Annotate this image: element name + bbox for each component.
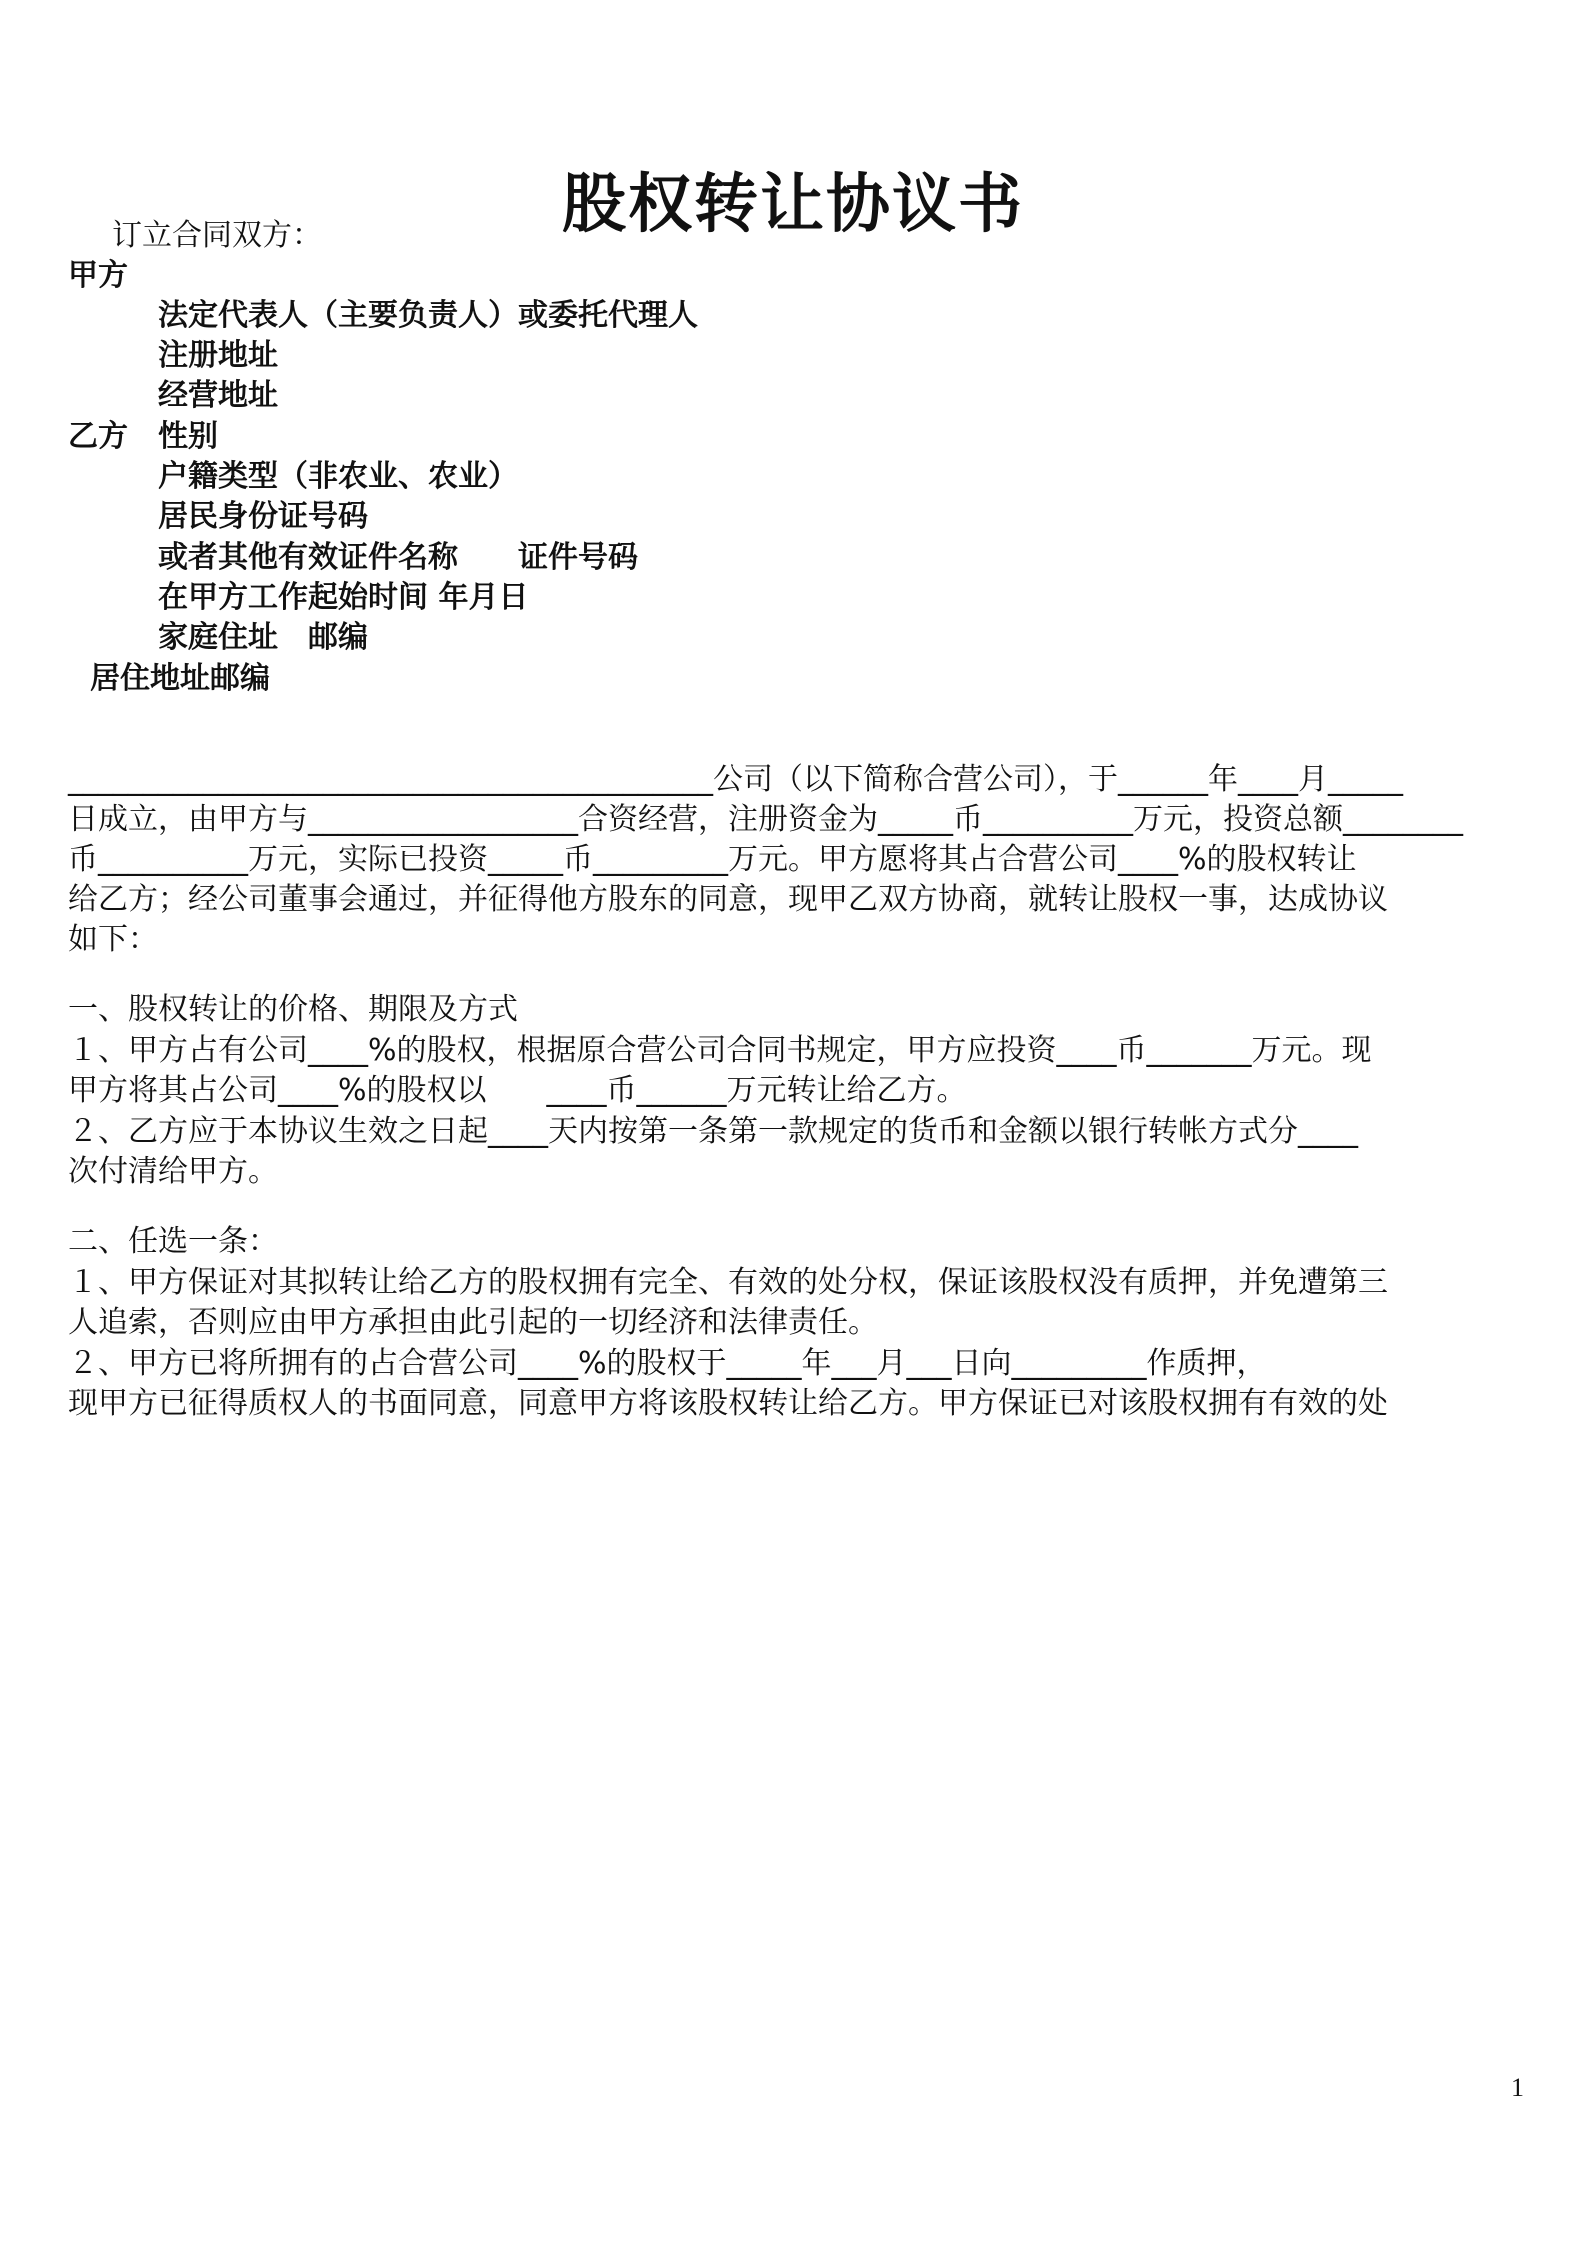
party-a-business-address: 经营地址 [158, 378, 278, 413]
party-b-other-certificate: 或者其他有效证件名称 证件号码 [158, 540, 638, 575]
party-b-start-date: 在甲方工作起始时间 年月日 [158, 580, 529, 615]
section-2-heading: 二、任选一条： [68, 1224, 278, 1259]
party-b-residence-address: 居住地址邮编 [90, 661, 270, 696]
intro-line: 如下： [68, 922, 158, 957]
intro-line: 币__________万元，实际已投资_____币_________万元。甲方愿将其占合营公司____%的股权转让 [68, 842, 1357, 877]
intro-line: ___________________________________________公司（以下简称合营公司），于______年____月_____ [68, 762, 1403, 797]
section-2-line: 现甲方已征得质权人的书面同意，同意甲方将该股权转让给乙方。甲方保证已对该股权拥有有效的处 [68, 1386, 1388, 1421]
party-a-representative: 法定代表人（主要负责人）或委托代理人 [158, 298, 698, 333]
section-1-line: ２、乙方应于本协议生效之日起____天内按第一条第一款规定的货币和金额以银行转帐方式分____ [68, 1114, 1358, 1149]
party-b-home-address: 家庭住址 邮编 [158, 620, 368, 655]
section-2-line: 人追索，否则应由甲方承担由此引起的一切经济和法律责任。 [68, 1305, 878, 1340]
section-1-line: 次付清给甲方。 [68, 1154, 278, 1189]
party-b-id-number: 居民身份证号码 [158, 499, 368, 534]
section-2-line: ２、甲方已将所拥有的占合营公司____%的股权于_____年___月___日向_________作质押， [68, 1346, 1267, 1381]
document-title: 股权转让协议书 [562, 168, 1024, 242]
party-b-household-type: 户籍类型（非农业、农业） [158, 459, 518, 494]
party-b-label: 乙方 性别 [68, 419, 218, 454]
party-a-registered-address: 注册地址 [158, 338, 278, 373]
parties-heading: 订立合同双方： [112, 218, 322, 253]
section-1-heading: 一、股权转让的价格、期限及方式 [68, 992, 518, 1027]
intro-line: 日成立，由甲方与__________________合资经营，注册资金为_____币__________万元，投资总额________ [68, 802, 1463, 837]
section-2-line: １、甲方保证对其拟转让给乙方的股权拥有完全、有效的处分权，保证该股权没有质押，并免遭第三 [68, 1265, 1388, 1300]
intro-line: 给乙方；经公司董事会通过，并征得他方股东的同意，现甲乙双方协商，就转让股权一事，达成协议 [68, 882, 1388, 917]
party-a-label: 甲方 [68, 258, 128, 293]
section-1-line: １、甲方占有公司____%的股权，根据原合营公司合同书规定，甲方应投资____币_______万元。现 [68, 1033, 1372, 1068]
page-number: 1 [1511, 2073, 1524, 2102]
section-1-line: 甲方将其占公司____%的股权以 ____币______万元转让给乙方。 [68, 1073, 967, 1108]
